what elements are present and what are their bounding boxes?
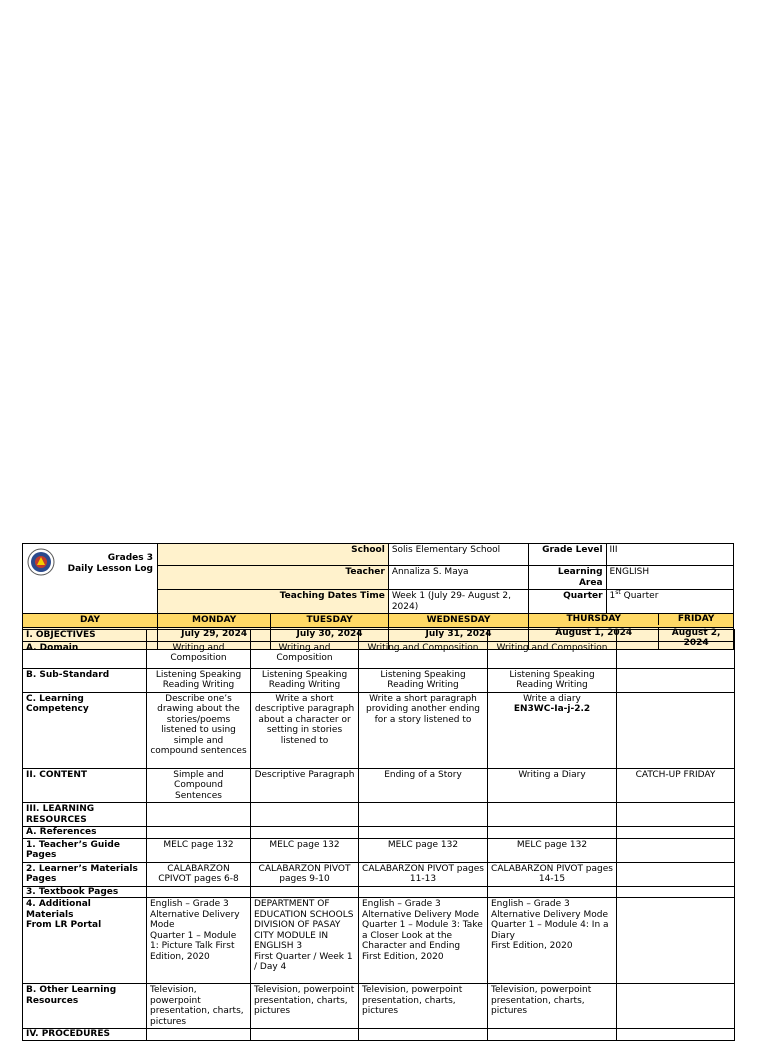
domain-tue: Writing and Composition (251, 641, 359, 668)
other-wed: Television, powerpoint presentation, charts, pictures (359, 984, 488, 1029)
substandard-wed: Listening Speaking Reading Writing (359, 668, 488, 692)
domain-mon: Writing and Composition (147, 641, 251, 668)
row-label-references: A. References (23, 827, 147, 839)
quarter-label: Quarter (529, 590, 606, 614)
date-wednesday: July 31, 2024 (388, 627, 528, 649)
date-friday: August 2, 2024 (658, 628, 733, 649)
section-procedures: IV. PROCEDURES (23, 1029, 147, 1041)
tg-fri (617, 838, 735, 862)
other-thu: Television, powerpoint presentation, charts, pictures (488, 984, 617, 1029)
tg-tue: MELC page 132 (251, 838, 359, 862)
domain-wed: Writing and Composition (359, 641, 488, 668)
deped-seal-icon (27, 548, 55, 576)
competency-tue: Write a short descriptive paragraph about a character or setting in stories listened to (251, 692, 359, 768)
lesson-body-table (22, 629, 735, 1041)
row-label-competency: C. Learning Competency (23, 692, 147, 768)
section-objectives: I. OBJECTIVES (23, 630, 147, 642)
school-label: School (158, 544, 389, 566)
day-thursday: THURSDAY (566, 614, 621, 624)
date-tuesday: July 30, 2024 (271, 627, 389, 649)
lm-tue: CALABARZON PIVOT pages 9-10 (251, 862, 359, 886)
competency-thu-text: Write a diary (523, 693, 581, 704)
domain-fri (617, 641, 735, 668)
dates-value: Week 1 (July 29- August 2, 2024) (388, 590, 528, 614)
day-thursday-friday (529, 614, 734, 628)
other-mon: Television, powerpoint presentation, charts, pictures (147, 984, 251, 1029)
day-monday: MONDAY (158, 614, 271, 628)
teacher-label: Teacher (158, 566, 389, 590)
tg-wed: MELC page 132 (359, 838, 488, 862)
additional-mon: English – Grade 3 Alternative Delivery Mode Quarter 1 – Module 1: Picture Talk First Edition, 2020 (147, 898, 251, 984)
content-wed: Ending of a Story (359, 768, 488, 803)
lm-mon: CALABARZON CPIVOT pages 6-8 (147, 862, 251, 886)
day-tuesday: TUESDAY (271, 614, 389, 628)
section-resources: III. LEARNING RESOURCES (23, 803, 147, 827)
day-wednesday: WEDNESDAY (388, 614, 528, 628)
row-label-domain: A. Domain (23, 641, 147, 668)
additional-tue: DEPARTMENT OF EDUCATION SCHOOLS DIVISION OF PASAY CITY MODULE IN ENGLISH 3 First Quarter / Week 1 / Day 4 (251, 898, 359, 984)
additional-wed: English – Grade 3 Alternative Delivery Mode Quarter 1 – Module 3: Take a Closer Look at the Character and Ending First Edition, 2020 (359, 898, 488, 984)
lesson-rows (23, 627, 735, 1041)
other-fri (617, 984, 735, 1029)
domain-thu: Writing and Composition (488, 641, 617, 668)
title-cell (23, 544, 158, 614)
row-label-other: B. Other Learning Resources (23, 984, 147, 1029)
lm-thu: CALABARZON PIVOT pages 14-15 (488, 862, 617, 886)
row-label-tb: 3. Textbook Pages (23, 886, 147, 898)
row-label-lm: 2. Learner’s Materials Pages (23, 862, 147, 886)
dates-label: Teaching Dates Time (158, 590, 389, 614)
content-mon: Simple and Compound Sentences (147, 768, 251, 803)
tg-thu: MELC page 132 (488, 838, 617, 862)
additional-thu: English – Grade 3 Alternative Delivery Mode Quarter 1 – Module 4: In a Diary First Edition, 2020 (488, 898, 617, 984)
competency-thu (488, 692, 617, 768)
date-thursday: August 1, 2024 (555, 627, 633, 638)
date-monday: July 29, 2024 (158, 627, 271, 649)
day-label: DAY (23, 614, 158, 628)
competency-mon: Describe one’s drawing about the stories/poems listened to using simple and compound sentences (147, 692, 251, 768)
grade-value: III (606, 544, 733, 566)
competency-wed: Write a short paragraph providing another ending for a story listened to (359, 692, 488, 768)
teacher-value: Annaliza S. Maya (388, 566, 528, 590)
substandard-fri (617, 668, 735, 692)
content-fri: CATCH-UP FRIDAY (617, 768, 735, 803)
substandard-mon: Listening Speaking Reading Writing (147, 668, 251, 692)
content-tue: Descriptive Paragraph (251, 768, 359, 803)
additional-fri (617, 898, 735, 984)
substandard-tue: Listening Speaking Reading Writing (251, 668, 359, 692)
row-label-substandard: B. Sub-Standard (23, 668, 147, 692)
row-label-additional: 4. Additional Materials From LR Portal (23, 898, 147, 984)
section-content: II. CONTENT (23, 768, 147, 803)
quarter-value: 1st Quarter (606, 590, 733, 614)
lm-wed: CALABARZON PIVOT pages 11-13 (359, 862, 488, 886)
other-tue: Television, powerpoint presentation, charts, pictures (251, 984, 359, 1029)
lm-fri (617, 862, 735, 886)
area-label: Learning Area (529, 566, 606, 590)
school-value: Solis Elementary School (388, 544, 528, 566)
title-dll: Daily Lesson Log (67, 564, 153, 574)
grade-label: Grade Level (529, 544, 606, 566)
competency-code: EN3WC-Ia-j-2.2 (513, 704, 591, 714)
row-label-tg: 1. Teacher’s Guide Pages (23, 838, 147, 862)
competency-fri (617, 692, 735, 768)
tg-mon: MELC page 132 (147, 838, 251, 862)
area-value: ENGLISH (606, 566, 733, 590)
substandard-thu: Listening Speaking Reading Writing (488, 668, 617, 692)
day-friday: FRIDAY (658, 614, 733, 625)
title-grades: Grades 3 (107, 553, 153, 563)
content-thu: Writing a Diary (488, 768, 617, 803)
